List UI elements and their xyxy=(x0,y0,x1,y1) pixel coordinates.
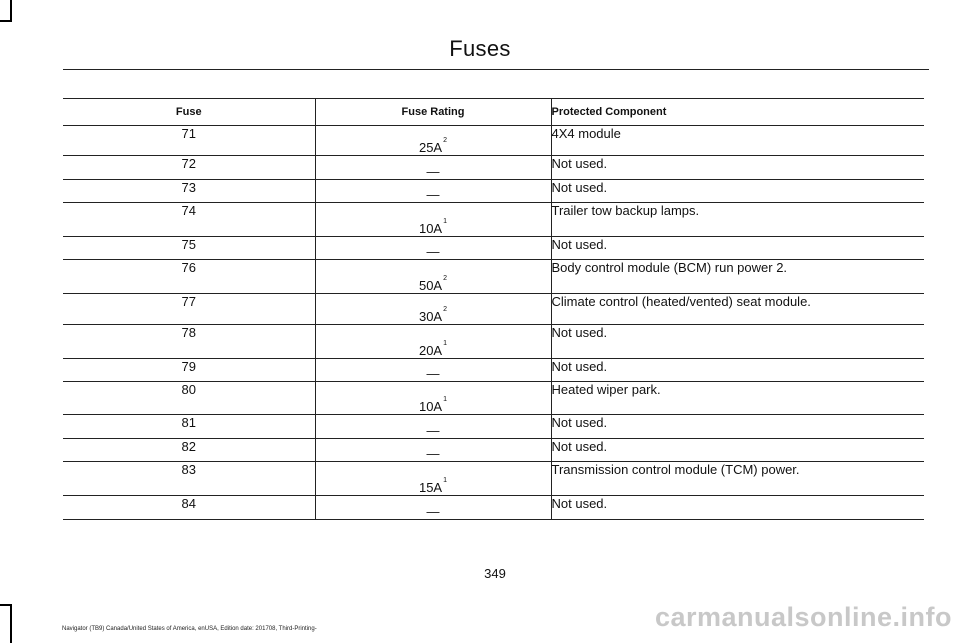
fuse-rating-cell xyxy=(315,156,551,180)
table-row xyxy=(63,260,924,294)
fuse-number-cell: 81 xyxy=(63,415,315,439)
fuse-rating-value: 10A xyxy=(418,221,443,236)
fuse-rating-cell xyxy=(315,325,551,359)
fuse-rating-value: 10A xyxy=(418,399,443,414)
footnote-marker: 1 xyxy=(443,218,448,225)
fuse-rating-cell xyxy=(315,462,551,496)
fuse-number-cell: 76 xyxy=(63,260,315,294)
fuse-number-cell: 75 xyxy=(63,237,315,260)
fuse-rating-value: — xyxy=(426,423,440,438)
footnote-marker: 1 xyxy=(443,477,448,484)
fuse-number-cell: 80 xyxy=(63,382,315,415)
fuse-rating-value: 20A xyxy=(418,343,443,358)
fuse-rating-cell xyxy=(315,415,551,439)
fuse-rating-value: — xyxy=(426,164,440,179)
protected-component-cell: Body control module (BCM) run power 2. xyxy=(551,260,924,294)
fuse-rating-cell xyxy=(315,180,551,203)
crop-mark-top-left-vertical xyxy=(10,0,12,22)
fuse-rating-cell xyxy=(315,294,551,325)
crop-mark-bottom-left-horizontal xyxy=(0,604,12,606)
table-header-row xyxy=(63,99,924,126)
protected-component-cell: Not used. xyxy=(551,415,924,439)
fuse-rating-value: — xyxy=(426,366,440,381)
fuse-rating-value: 30A xyxy=(418,309,443,324)
protected-component-cell: Not used. xyxy=(551,180,924,203)
fuse-number-cell: 73 xyxy=(63,180,315,203)
fuse-rating-value: — xyxy=(426,504,440,519)
protected-component-cell: Not used. xyxy=(551,156,924,180)
table-row xyxy=(63,156,924,180)
fuse-rating-value: 25A xyxy=(418,140,443,155)
fuse-rating-cell xyxy=(315,439,551,462)
table-row xyxy=(63,126,924,156)
protected-component-cell: Not used. xyxy=(551,359,924,382)
protected-component-cell: 4X4 module xyxy=(551,126,924,156)
footnote-marker: 2 xyxy=(443,306,448,313)
title-rule xyxy=(63,69,929,70)
protected-component-cell: Not used. xyxy=(551,325,924,359)
page-number: 349 xyxy=(484,566,506,581)
protected-component-cell: Not used. xyxy=(551,237,924,260)
edition-footer: Navigator (TB9) Canada/United States of America, enUSA, Edition date: 201708, Third-Printing- xyxy=(62,626,317,632)
fuse-rating-cell xyxy=(315,126,551,156)
fuse-rating-cell xyxy=(315,359,551,382)
fuse-number-cell: 84 xyxy=(63,496,315,520)
table-row xyxy=(63,415,924,439)
fuse-number-cell: 77 xyxy=(63,294,315,325)
fuse-number-cell: 78 xyxy=(63,325,315,359)
protected-component-cell: Not used. xyxy=(551,439,924,462)
fuse-rating-value: — xyxy=(426,244,440,259)
protected-component-cell: Trailer tow backup lamps. xyxy=(551,203,924,237)
watermark-text: carmanualsonline.info xyxy=(654,602,952,632)
protected-component-cell: Heated wiper park. xyxy=(551,382,924,415)
crop-mark-top-left-horizontal xyxy=(0,20,12,22)
fuse-number-cell: 74 xyxy=(63,203,315,237)
fuse-rating-value: 50A xyxy=(418,278,443,293)
fuse-table xyxy=(63,98,924,520)
column-header-protected-component: Protected Component xyxy=(551,99,924,126)
fuse-rating-value: 15A xyxy=(418,480,443,495)
fuse-rating-cell xyxy=(315,203,551,237)
fuse-number-cell: 83 xyxy=(63,462,315,496)
fuse-rating-cell xyxy=(315,382,551,415)
table-row xyxy=(63,496,924,520)
table-row xyxy=(63,325,924,359)
table-body xyxy=(63,126,924,520)
table-row xyxy=(63,439,924,462)
footnote-marker: 1 xyxy=(443,396,448,403)
protected-component-cell: Transmission control module (TCM) power. xyxy=(551,462,924,496)
page-title: Fuses xyxy=(449,36,511,61)
table-row xyxy=(63,237,924,260)
fuse-rating-cell xyxy=(315,496,551,520)
footnote-marker: 2 xyxy=(443,137,448,144)
fuse-number-cell: 72 xyxy=(63,156,315,180)
footnote-marker: 2 xyxy=(443,275,448,282)
table-row xyxy=(63,382,924,415)
fuse-rating-value: — xyxy=(426,187,440,202)
column-header-fuse: Fuse xyxy=(63,99,315,126)
fuse-rating-cell xyxy=(315,260,551,294)
fuse-number-cell: 82 xyxy=(63,439,315,462)
protected-component-cell: Not used. xyxy=(551,496,924,520)
fuse-rating-value: — xyxy=(426,446,440,461)
footnote-marker: 1 xyxy=(443,340,448,347)
table-row xyxy=(63,203,924,237)
fuse-number-cell: 71 xyxy=(63,126,315,156)
fuse-number-cell: 79 xyxy=(63,359,315,382)
protected-component-cell: Climate control (heated/vented) seat module. xyxy=(551,294,924,325)
table-row xyxy=(63,180,924,203)
table-row xyxy=(63,462,924,496)
fuse-rating-cell xyxy=(315,237,551,260)
crop-mark-bottom-left-vertical xyxy=(10,604,12,643)
table-row xyxy=(63,359,924,382)
column-header-fuse-rating: Fuse Rating xyxy=(315,99,551,126)
table-row xyxy=(63,294,924,325)
